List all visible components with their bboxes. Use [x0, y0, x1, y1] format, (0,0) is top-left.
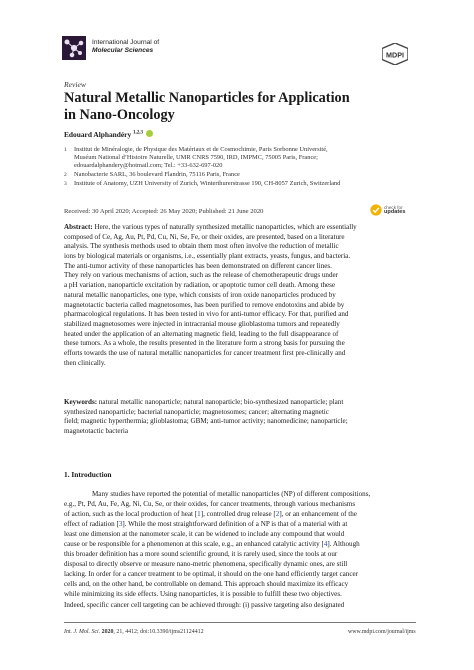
check-updates-line1: check for	[384, 204, 403, 210]
intro-line	[64, 499, 418, 509]
intro-text: e.g., Pt, Pd, Au, Fe, Ag, Ni, Cu, Se, or their oxides, for cancer treatments, through various mechanisms	[64, 500, 356, 509]
journal-name	[92, 39, 159, 56]
abstract-line: heated under the application of an alternating magnetic field, leading to the full disappearance of	[64, 329, 339, 338]
intro-text: ]. While the most straightforward definition of a NP is that of a material with at	[122, 520, 348, 529]
intro-line	[64, 489, 418, 499]
intro-line	[64, 539, 418, 549]
abstract-line: pharmacological regulations. It has been tested in vivo for anti-tumor efficacy. For that, purified and	[64, 310, 349, 319]
keywords-line: synthesized nanoparticle; bacterial nanoparticle; magnetosomes; cancer; alternating magnetic	[64, 407, 329, 416]
intro-line	[64, 589, 418, 599]
mdpi-logo	[382, 43, 408, 65]
intro-line	[64, 569, 418, 579]
intro-text: ]. Although	[327, 540, 360, 549]
abstract-line: then clinically.	[64, 358, 106, 367]
keywords-line: Keywords: natural metallic nanoparticle; natural nanoparticle; bio-synthesized nanoparticle; plant	[64, 398, 344, 406]
intro-line	[64, 579, 418, 589]
affiliation-1-num: 1	[64, 147, 67, 153]
abstract-line: magnetotactic bacteria called magnetosomes, has been purified to remove endotoxins and abide by	[64, 300, 345, 309]
affiliation-2	[74, 171, 240, 179]
footer-url[interactable]: www.mdpi.com/journal/ijms	[348, 629, 416, 635]
citation-link[interactable]: 2	[275, 510, 280, 519]
footer-citation	[64, 629, 204, 635]
affiliation-3	[74, 180, 340, 188]
intro-text: ], or an enhancement of the	[279, 510, 357, 519]
journal-name-line2: Molecular Sciences	[92, 47, 154, 55]
citation-link[interactable]: 3	[118, 520, 123, 529]
intro-line	[64, 529, 418, 539]
intro-text: cells and, on the other hand, be controllable on demand. This approach should maximize its efficacy	[64, 580, 349, 589]
affiliation-line: Institute of Anatomy, UZH University of Zurich, Winterthurerstrasse 190, CH-8057 Zurich, Switzerland	[74, 180, 341, 187]
mdpi-logo-text: MDPI	[386, 50, 404, 60]
abstract-line: Abstract: Here, the various types of naturally synthesized metallic nanoparticles, which are essentially	[64, 223, 357, 231]
check-updates-line2: updates	[384, 209, 406, 215]
abstract-line: They rely on various mechanisms of action, such as the release of chemotherapeutic drugs under	[64, 271, 338, 280]
abstract-line: these tumors. As a whole, the results presented in the literature form a strong basis for pursuing the	[64, 339, 345, 348]
intro-text: of action, such as the local production of heat [	[64, 510, 198, 519]
abstract-line: The anti-tumor activity of these nanoparticles has been demonstrated on different cancer lines.	[64, 261, 332, 270]
intro-text: disposal to directly observe or measure nano-metric phenomena, specifically dynamic ones, are still	[64, 560, 348, 569]
keywords	[64, 398, 418, 437]
abstract	[64, 223, 418, 368]
intro-text: ], controlled drug release [	[200, 510, 276, 519]
citation-link[interactable]: 4	[323, 540, 328, 549]
affiliation-1	[74, 146, 328, 170]
intro-line	[64, 509, 418, 519]
footer-volume[interactable]: , 21, 4412; doi:10.3390/ijms21124412	[113, 629, 204, 635]
footer-journal: Int. J. Mol. Sci.	[64, 629, 101, 635]
orcid-icon[interactable]	[146, 130, 153, 137]
author-name[interactable]: Edouard Alphandéry	[64, 130, 132, 139]
citation-link[interactable]: 1	[197, 510, 201, 519]
abstract-line: analysis. The synthesis methods used to obtain them most often involve the reduction of metallic	[64, 242, 339, 251]
affiliation-line: Institut de Minéralogie, de Physique des Matériaux et de Cosmochimie, Paris Sorbonne Université,	[74, 146, 328, 153]
footer-divider	[64, 622, 416, 623]
molecule-icon	[62, 36, 86, 60]
journal-name-line1: International Journal of	[92, 39, 160, 46]
abstract-line: efforts towards the use of natural metallic nanoparticles for cancer treatment first pre-clinically and	[64, 348, 346, 357]
publication-dates: Received: 30 April 2020; Accepted: 26 May 2020; Published: 21 June 2020	[64, 208, 264, 215]
intro-text: cause or be responsible for a phenomenon at this scale, e.g., an enhanced catalytic activity [	[64, 540, 324, 549]
article-title-line2: in Nano-Oncology	[64, 106, 175, 123]
affiliation-line: Nanobacterie SARL, 36 boulevard Flandrin, 75116 Paris, France	[74, 171, 240, 178]
article-title	[64, 90, 424, 124]
check-updates-icon	[370, 204, 382, 216]
check-for-updates-badge[interactable]	[370, 203, 416, 217]
keywords-line: field; magnetic hyperthermia; glioblastoma; GBM; anti-tumor activity; nanomedicine; nanoparticle;	[64, 417, 348, 426]
intro-text: this broader definition has a more sound scientific ground, it is rarely used, since the tools at our	[64, 550, 338, 559]
affiliation-email[interactable]: edouardalphandery@hotmail.com; Tel.: +33-632-697-020	[74, 162, 223, 170]
intro-text: effect of radiation [	[64, 520, 119, 529]
abstract-label: Abstract:	[64, 223, 93, 231]
affiliation-2-num: 2	[64, 172, 67, 178]
abstract-line: natural metallic nanoparticles, one type, which consists of iron oxide nanoparticles produced by	[64, 290, 336, 299]
intro-text: least one dimension at the nanometer scale, it can be widened to include any compound that would	[64, 530, 345, 539]
intro-line	[64, 559, 418, 569]
intro-line	[64, 549, 418, 559]
section-heading-introduction: 1. Introduction	[64, 470, 112, 479]
introduction-body	[64, 489, 418, 610]
abstract-line: ions by biological materials or organisms, i.e., essentially plant extracts, yeasts, fungus, and bacteria.	[64, 252, 351, 261]
intro-text: lacking. In order for a cancer treatment to be optimal, it should on the one hand efficiently target cancer	[64, 570, 359, 579]
author-affiliation-marks: 1,2,3	[133, 130, 144, 136]
article-type: Review	[64, 80, 86, 89]
affiliation-3-num: 3	[64, 181, 67, 187]
author-line	[64, 130, 153, 139]
abstract-line: composed of Ce, Ag, Au, Pt, Pd, Cu, Ni, Se, Fe, or their oxides, are presented, based on a literature	[64, 232, 345, 241]
abstract-line: stabilized magnetosomes were injected in intracranial mouse glioblastoma tumors and repeatedly	[64, 319, 340, 328]
intro-text: Indeed, specific cancer cell targeting can be achieved through: (i) passive targeting also designated	[64, 600, 345, 609]
footer-year: 2020	[101, 629, 114, 635]
keywords-line: magnetotactic bacteria	[64, 427, 129, 436]
abstract-line: a pH variation, nanoparticle excitation by radiation, or apoptotic tumor cell death. Among these	[64, 281, 336, 290]
intro-text: while minimizing its side effects. Using nanoparticles, it is possible to fulfill these two objectives.	[64, 590, 342, 599]
intro-line	[64, 519, 418, 529]
keywords-label: Keywords:	[64, 398, 98, 406]
article-title-line1: Natural Metallic Nanoparticles for Application	[64, 90, 350, 106]
intro-text: Many studies have reported the potential of metallic nanoparticles (NP) of different compositions,	[92, 490, 371, 498]
affiliation-line: Muséum National d’Histoire Naturelle, UMR CNRS 7590, IRD, IMPMC, 75005 Paris, France;	[74, 154, 318, 162]
intro-line	[64, 600, 418, 610]
